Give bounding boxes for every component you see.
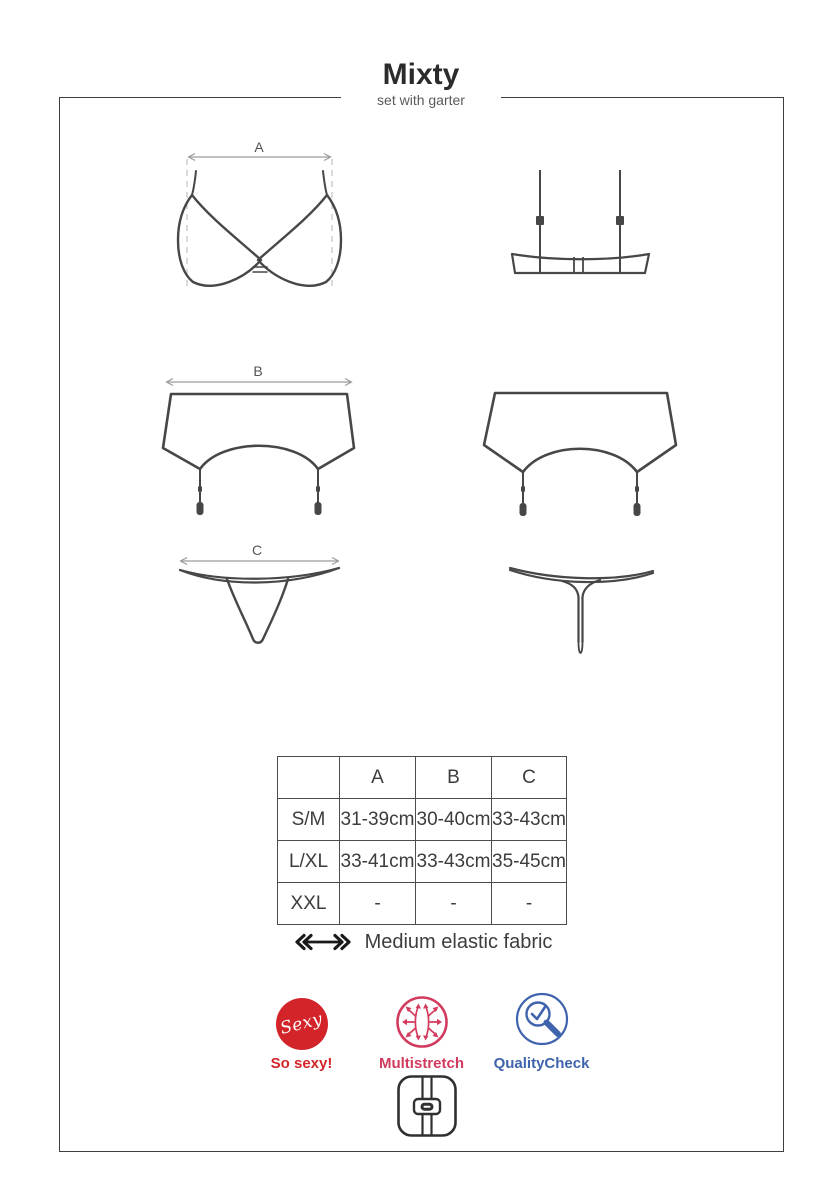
corner-cell: [278, 757, 340, 799]
thong-back-diagram: [500, 556, 675, 656]
stretch-arrow-icon: [291, 932, 355, 952]
garter-back-diagram: [480, 385, 680, 520]
value-b: -: [416, 883, 492, 925]
bra-front-diagram: [170, 138, 345, 296]
value-a: 33-41cm: [340, 841, 416, 883]
bra-back-outline: [512, 170, 649, 273]
badge-so-sexy: [254, 990, 350, 1072]
thong-back-outline: [510, 568, 653, 653]
thong-front-diagram: [168, 542, 348, 652]
table-row: [278, 883, 567, 925]
col-header-a: A: [340, 757, 416, 799]
bra-back-diagram: [500, 162, 665, 282]
value-b: 33-43cm: [416, 841, 492, 883]
page-title: Mixty: [382, 58, 460, 91]
thong-front-outline: [180, 568, 339, 643]
measure-b-arrow-icon: [167, 379, 352, 386]
measure-a-label: A: [254, 139, 264, 155]
badge-label: So sexy!: [270, 1055, 333, 1072]
quality-check-icon: [513, 992, 571, 1050]
sheet-header: [341, 58, 501, 122]
garter-back-outline: [484, 393, 676, 516]
size-label: XXL: [278, 883, 340, 925]
garter-front-diagram: [155, 362, 360, 517]
size-table: [277, 756, 567, 925]
value-c: 33-43cm: [492, 799, 567, 841]
value-a: 31-39cm: [340, 799, 416, 841]
size-table-header-row: [278, 757, 567, 799]
fabric-note: [59, 928, 784, 956]
sexy-circle-text: Sexy: [278, 1009, 325, 1039]
garter-front-outline: [163, 394, 354, 515]
multistretch-icon: [394, 994, 450, 1050]
size-label: L/XL: [278, 841, 340, 883]
table-row: [278, 799, 567, 841]
fabric-note-label: Medium elastic fabric: [364, 930, 553, 953]
badge-label: QualityCheck: [493, 1055, 590, 1072]
dashed-guide-lines: [187, 159, 332, 290]
bra-front-outline: [178, 171, 341, 286]
col-header-c: C: [492, 757, 567, 799]
value-c: 35-45cm: [492, 841, 567, 883]
measure-c-label: C: [251, 542, 263, 558]
measure-c-arrow-icon: [181, 558, 339, 565]
badge-qualitycheck: [494, 990, 590, 1072]
badge-multistretch: [374, 990, 470, 1072]
value-b: 30-40cm: [416, 799, 492, 841]
col-header-b: B: [416, 757, 492, 799]
value-a: -: [340, 883, 416, 925]
value-c: -: [492, 883, 567, 925]
table-row: [278, 841, 567, 883]
feature-badges: [59, 990, 784, 1072]
badge-label: Multistretch: [378, 1055, 464, 1072]
page-subtitle: set with garter: [377, 92, 465, 108]
sexy-badge-icon: [276, 998, 328, 1050]
size-label: S/M: [278, 799, 340, 841]
garter-strap-icon: [396, 1074, 458, 1138]
measure-b-label: B: [253, 363, 263, 379]
